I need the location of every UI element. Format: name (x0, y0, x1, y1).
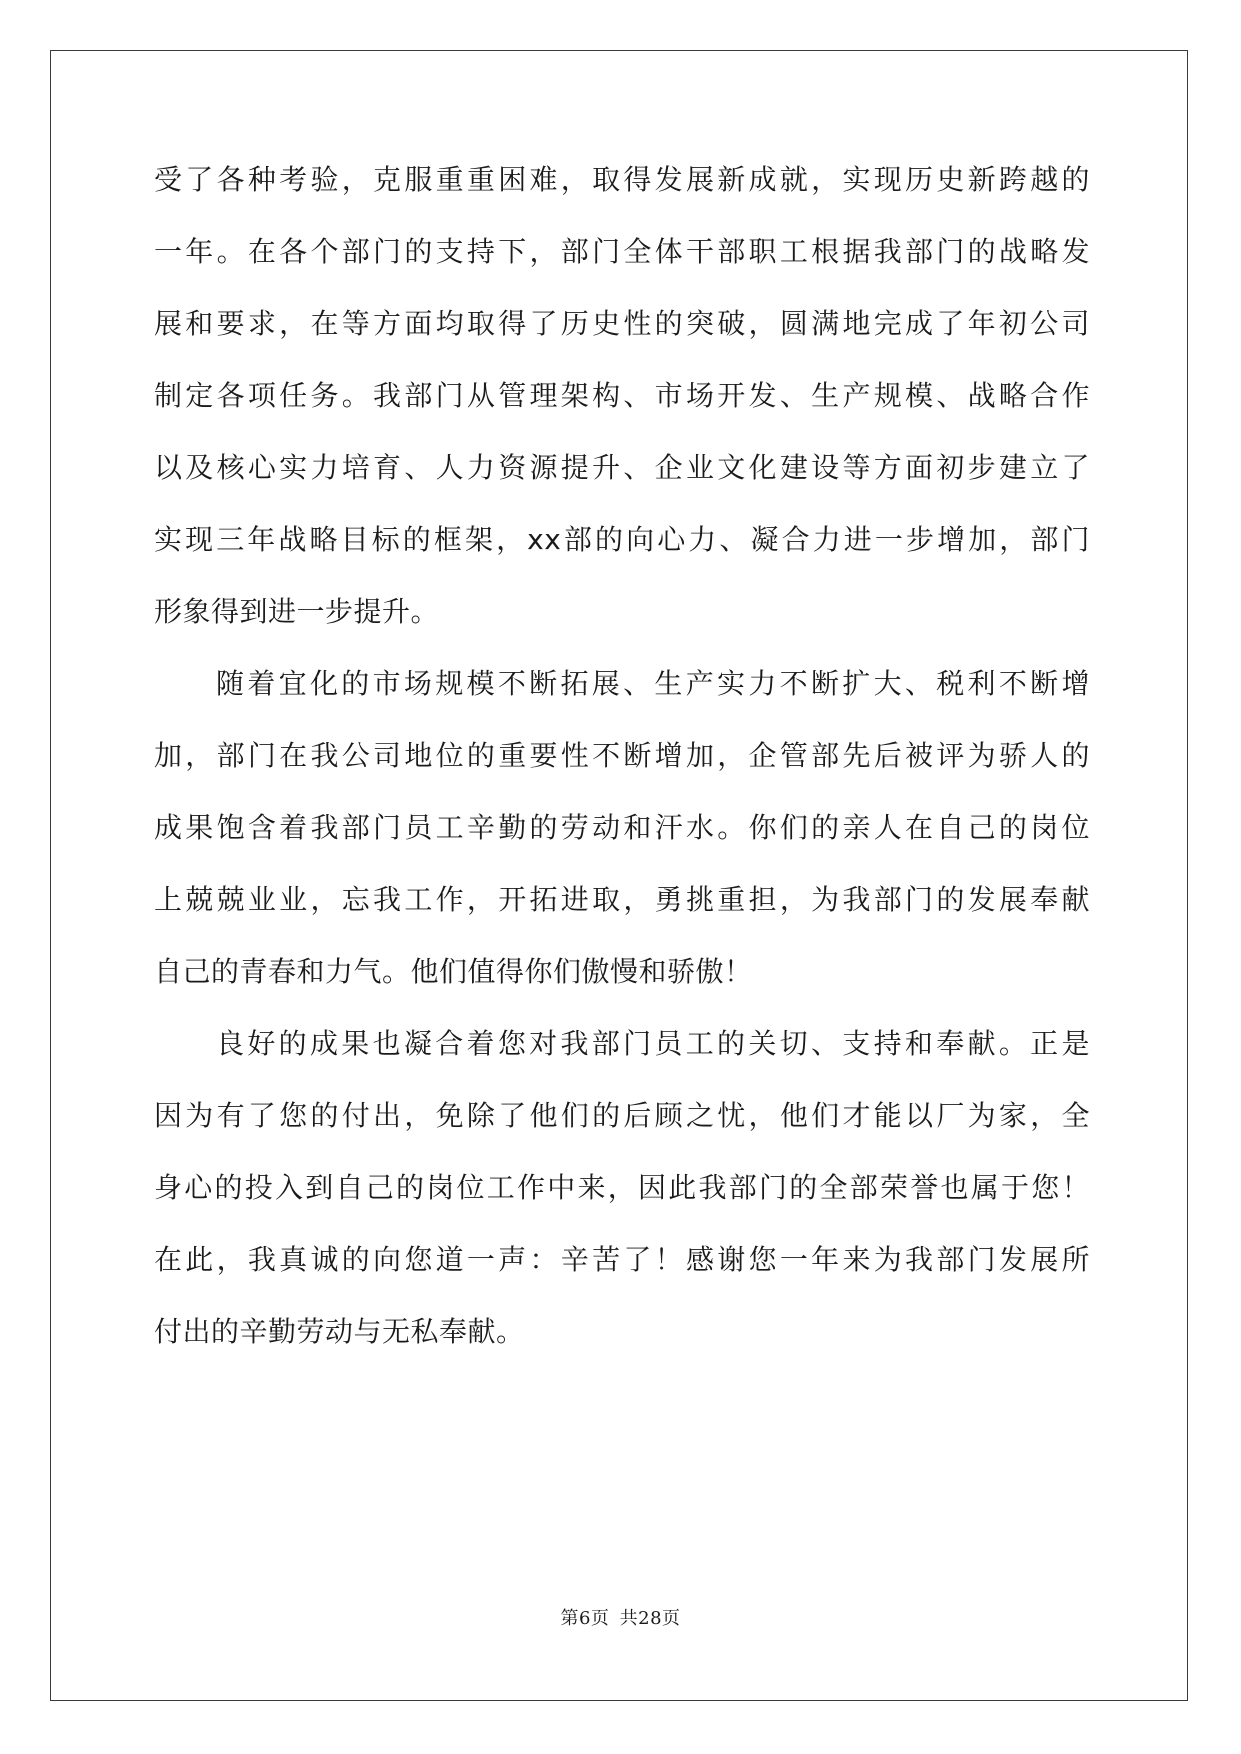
page-border (50, 50, 1188, 1701)
text-line: 一年。在各个部门的支持下，部门全体干部职工根据我部门的战略发 (154, 235, 1090, 268)
text-line: 付出的辛勤劳动与无私奉献。 (154, 1315, 525, 1348)
text-line: 展和要求，在等方面均取得了历史性的突破，圆满地完成了年初公司 (154, 307, 1090, 340)
text-line: 在此，我真诚的向您道一声：辛苦了！感谢您一年来为我部门发展所 (154, 1243, 1090, 1276)
text-line: 形象得到进一步提升。 (154, 595, 440, 628)
page-total: 共28页 (619, 1608, 681, 1629)
page-footer (0, 1604, 1241, 1630)
text-line: 因为有了您的付出，免除了他们的后顾之忧，他们才能以厂为家，全 (154, 1099, 1090, 1132)
text-line: 身心的投入到自己的岗位工作中来，因此我部门的全部荣誉也属于您！ (154, 1171, 1090, 1204)
text-line: 加，部门在我公司地位的重要性不断增加，企管部先后被评为骄人的 (154, 739, 1090, 772)
text-line: 制定各项任务。我部门从管理架构、市场开发、生产规模、战略合作 (154, 379, 1090, 412)
text-line: 上兢兢业业，忘我工作，开拓进取，勇挑重担，为我部门的发展奉献 (154, 883, 1090, 916)
page-number: 第6页 (560, 1608, 610, 1629)
text-line: 受了各种考验，克服重重困难，取得发展新成就，实现历史新跨越的 (154, 163, 1090, 196)
text-line: 实现三年战略目标的框架，xx部的向心力、凝合力进一步增加，部门 (154, 523, 1090, 556)
text-line: 以及核心实力培育、人力资源提升、企业文化建设等方面初步建立了 (154, 451, 1090, 484)
text-line: 成果饱含着我部门员工辛勤的劳动和汗水。你们的亲人在自己的岗位 (154, 811, 1090, 844)
text-line: 自己的青春和力气。他们值得你们傲慢和骄傲！ (154, 955, 753, 988)
paragraph-first-line: 随着宜化的市场规模不断拓展、生产实力不断扩大、税利不断增 (216, 667, 1090, 700)
paragraph-first-line: 良好的成果也凝合着您对我部门员工的关切、支持和奉献。正是 (216, 1027, 1090, 1060)
